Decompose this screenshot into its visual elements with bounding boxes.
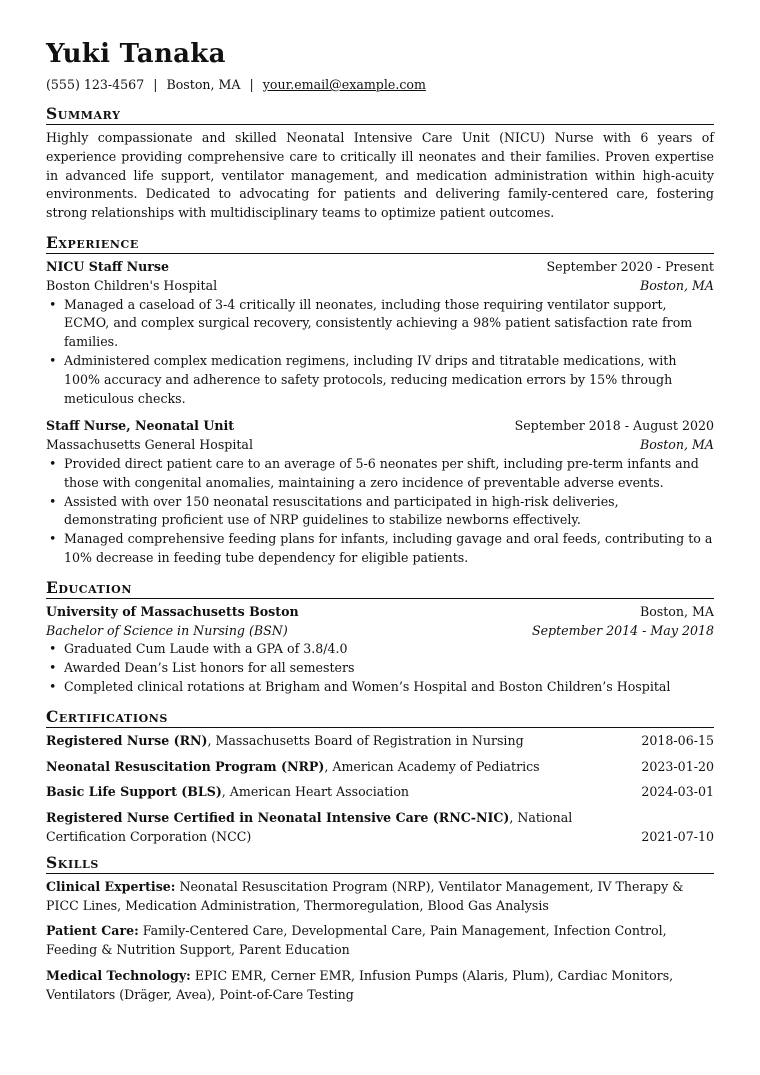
bullet-item: • Assisted with over 150 neonatal resuscitations and participated in high-risk deliveries, demonstrating proficient use of NRP guidelines to stabilize newborns effectively.	[64, 493, 714, 531]
summary-section	[46, 105, 714, 223]
job-dates: September 2020 - Present	[546, 258, 714, 274]
cert-name: Basic Life Support (BLS)	[46, 784, 222, 800]
candidate-name: Yuki Tanaka	[46, 39, 226, 69]
cert-date: 2024-03-01	[641, 784, 714, 800]
skill-group	[46, 878, 714, 916]
bullet-item: • Managed a caseload of 3-4 critically ill neonates, including those requiring ventilator support, ECMO, and complex surgical recovery, consistently achieving a 98% patient satisfaction rate from families.	[64, 296, 714, 352]
bullet-item: • Awarded Dean’s List honors for all semesters	[64, 659, 714, 678]
job-bullets	[46, 296, 714, 409]
job-entry	[46, 417, 714, 567]
school-location: Boston, MA	[639, 603, 714, 619]
bullet-item: • Completed clinical rotations at Brigham and Women’s Hospital and Boston Children’s Hospital	[64, 678, 714, 697]
education-section	[46, 579, 714, 697]
certification-item	[46, 732, 714, 751]
job-location: Boston, MA	[639, 437, 714, 453]
skill-list: EPIC EMR, Cerner EMR, Infusion Pumps (Alaris, Plum), Cardiac Monitors, Ventilators (Dräger, Avea), Point-of-Care Testing	[46, 967, 674, 1002]
phone: (555) 123-4567	[46, 77, 145, 92]
employer: Massachusetts General Hospital	[46, 437, 253, 453]
cert-issuer: , American Academy of Pediatrics	[324, 758, 540, 774]
job-bullets	[46, 455, 714, 568]
skill-label: Patient Care:	[46, 923, 139, 939]
skill-label: Medical Technology:	[46, 967, 191, 983]
bullet-item: • Managed comprehensive feeding plans for infants, including gavage and oral feeds, contributing to a 10% decrease in feeding tube dependency for eligible patients.	[64, 530, 714, 568]
cert-date: 2018-06-15	[641, 732, 714, 748]
skill-list: Neonatal Resuscitation Program (NRP), Ventilator Management, IV Therapy & PICC Lines, Medication Administration, Thermoregulation, Blood Gas Analysis	[46, 878, 684, 913]
contact-line: (555) 123-4567 | Boston, MA | your.email@example.com	[46, 77, 426, 92]
section-heading: Certifications	[46, 708, 714, 728]
cert-issuer: , Massachusetts Board of Registration in Nursing	[207, 732, 524, 748]
certification-item	[46, 758, 714, 777]
skill-group	[46, 967, 714, 1005]
cert-issuer: , American Heart Association	[221, 784, 410, 800]
bullet-item: • Graduated Cum Laude with a GPA of 3.8/4.0	[64, 640, 714, 659]
certification-item	[46, 809, 714, 847]
section-heading: Education	[46, 579, 714, 599]
section-heading: Skills	[46, 854, 714, 874]
school-name: University of Massachusetts Boston	[46, 603, 299, 619]
job-dates: September 2018 - August 2020	[514, 418, 714, 434]
bullet-item: • Provided direct patient care to an average of 5-6 neonates per shift, including pre-term infants and those with congenital anomalies, maintaining a zero incidence of preventable adverse events.	[64, 455, 714, 493]
skill-list: Family-Centered Care, Developmental Care, Pain Management, Infection Control, Feeding & Nutrition Support, Parent Education	[46, 923, 667, 958]
cert-issuer: , National Certification Corporation (NCC)	[46, 810, 573, 844]
section-heading: Summary	[46, 105, 714, 125]
skill-group	[46, 922, 714, 960]
certification-item	[46, 783, 714, 802]
skills-section	[46, 854, 714, 1005]
job-title: Staff Nurse, Neonatal Unit	[46, 418, 235, 434]
cert-name: Registered Nurse Certified in Neonatal Intensive Care (RNC-NIC)	[46, 810, 510, 826]
certifications-section	[46, 708, 714, 847]
employer: Boston Children's Hospital	[46, 277, 218, 293]
skill-label: Clinical Expertise:	[46, 878, 176, 894]
cert-name: Neonatal Resuscitation Program (NRP)	[46, 758, 325, 774]
job-location: Boston, MA	[639, 277, 714, 293]
cert-date: 2021-07-10	[641, 828, 714, 844]
summary-text: Highly compassionate and skilled Neonatal Intensive Care Unit (NICU) Nurse with 6 years of experience providing comprehensive care to critically ill neonates and their families. Proven expertise in advanced life support, ventilator management, and medication administration within high-acuity environments. Dedicated to advocating for patients and delivering family-centered care, fostering strong relationships with multidisciplinary teams to optimize patient outcomes.	[46, 130, 714, 221]
experience-section	[46, 234, 714, 568]
education-bullets	[46, 640, 714, 696]
education-dates: September 2014 - May 2018	[531, 622, 714, 638]
resume-page	[46, 38, 714, 1011]
job-title: NICU Staff Nurse	[46, 258, 169, 274]
email-link[interactable]: your.email@example.com	[262, 77, 426, 92]
bullet-item: • Administered complex medication regimens, including IV drips and titratable medications, with 100% accuracy and adherence to safety protocols, reducing medication errors by 15% through meticulous checks.	[64, 352, 714, 408]
section-heading: Experience	[46, 234, 714, 254]
degree: Bachelor of Science in Nursing (BSN)	[46, 622, 288, 638]
job-entry	[46, 258, 714, 408]
cert-name: Registered Nurse (RN)	[46, 732, 208, 748]
location: Boston, MA	[166, 77, 241, 92]
cert-date: 2023-01-20	[641, 758, 714, 774]
